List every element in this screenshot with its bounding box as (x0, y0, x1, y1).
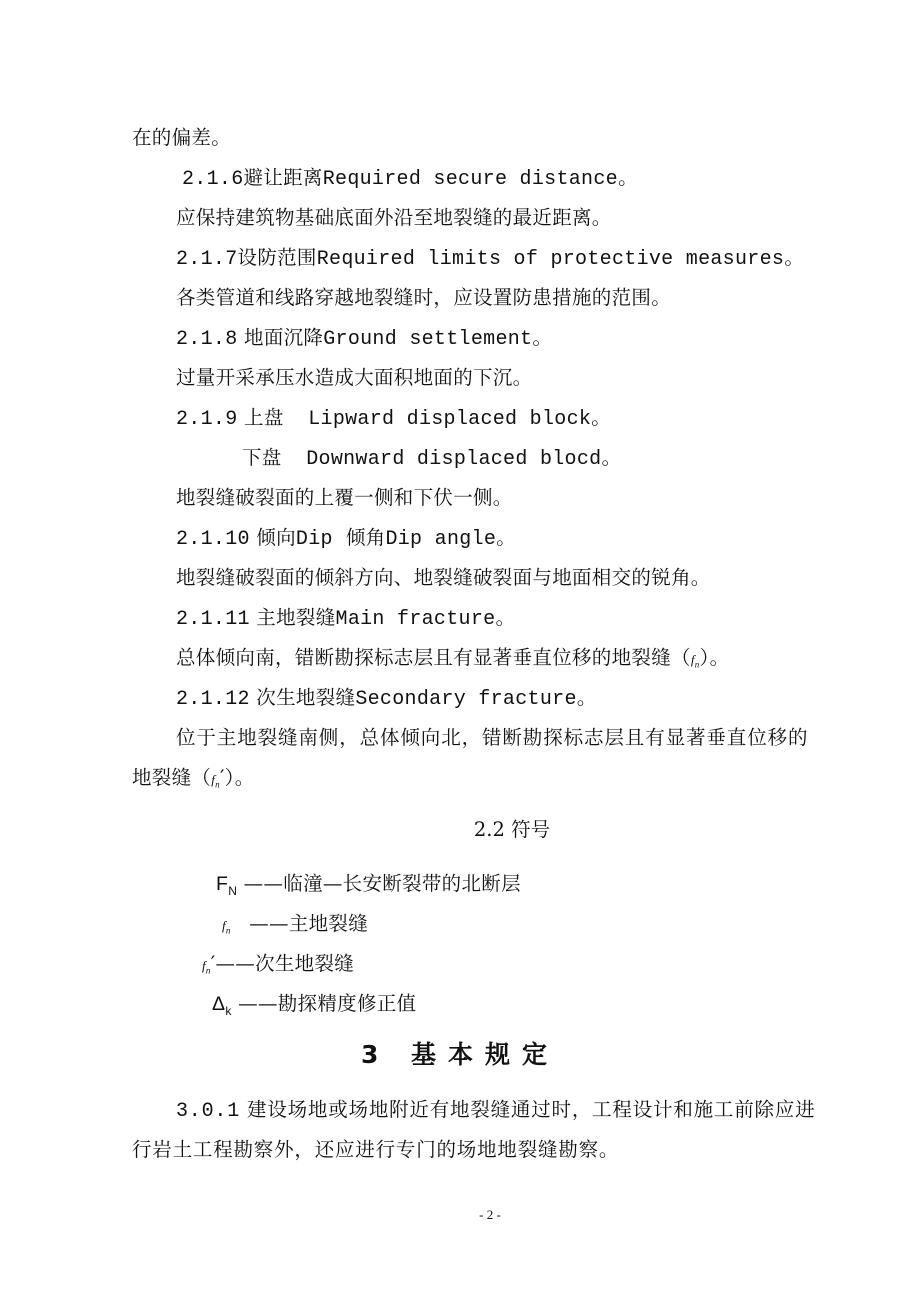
term-chinese: 避让距离 (243, 166, 323, 189)
text: ）。 (699, 646, 730, 669)
symbol-prime: ′ (210, 952, 216, 975)
term-chinese: 上盘 (237, 406, 284, 429)
text: 在的偏差。 (132, 126, 232, 149)
term-number: 2.1.12 (176, 688, 250, 711)
definition-2-1-7 (176, 284, 671, 312)
symbol-fn-prime (202, 950, 354, 985)
term-chinese: 主地裂缝 (249, 606, 336, 629)
text: 各类管道和线路穿越地裂缝时，应设置防患措施的范围。 (176, 286, 672, 309)
symbol-base: f (690, 652, 695, 667)
symbol-fn (222, 910, 368, 945)
symbol (212, 993, 232, 1018)
clause-3-0-1 (176, 1096, 815, 1126)
term-2-1-9-second (242, 444, 622, 474)
symbol-FN (216, 870, 521, 905)
term-english: Secondary fracture。 (355, 688, 598, 711)
term-english-2: Dip angle。 (385, 528, 517, 551)
term-chinese: 下盘 (242, 446, 282, 469)
term-chinese: 倾向 (249, 526, 296, 549)
term-chinese-2: 倾角 (332, 526, 386, 549)
symbol (202, 958, 211, 976)
symbol-base: F (216, 873, 229, 895)
definition-2-1-11 (176, 644, 729, 679)
definition-2-1-6 (176, 204, 612, 232)
definition-2-1-10 (176, 564, 711, 592)
symbol-subscript: n (215, 779, 220, 790)
text: ′）。 (219, 766, 255, 789)
term-english: Required limits of protective measures。 (316, 248, 805, 271)
definition-2-1-12-cont (132, 764, 255, 799)
symbol (216, 873, 238, 898)
text: 建设场地或场地附近有地裂缝通过时，工程设计和施工前除应进 (240, 1098, 816, 1121)
symbol-base: Δ (212, 993, 226, 1015)
symbol-subscript: k (225, 1003, 232, 1018)
term-2-1-8 (176, 324, 553, 354)
term-2-1-6 (182, 164, 638, 194)
symbol-subscript: N (228, 883, 238, 898)
clause-3-0-1-cont (132, 1136, 619, 1164)
text: 过量开采承压水造成大面积地面的下沉。 (176, 366, 533, 389)
symbol-subscript: n (225, 925, 231, 936)
term-english: Main fracture。 (335, 608, 516, 631)
text: 总体倾向南，错断勘探标志层且有显著垂直位移的地裂缝（ (176, 646, 691, 669)
term-number: 2.1.8 (176, 328, 238, 351)
term-2-1-7 (176, 244, 805, 274)
symbol-description: ——临潼—长安断裂带的北断层 (237, 872, 521, 895)
symbol (222, 918, 231, 936)
term-number: 2.1.7 (176, 248, 238, 271)
text-line-continuation (132, 124, 231, 152)
symbol-subscript: n (694, 659, 700, 670)
definition-2-1-9 (176, 484, 513, 512)
symbol-fn (690, 652, 700, 670)
text: 应保持建筑物基础底面外沿至地裂缝的最近距离。 (176, 206, 612, 229)
term-2-1-9 (176, 404, 611, 434)
text: 地裂缝破裂面的倾斜方向、地裂缝破裂面与地面相交的锐角。 (176, 566, 711, 589)
term-chinese: 次生地裂缝 (249, 686, 356, 709)
text: 行岩土工程勘察外，还应进行专门的场地地裂缝勘察。 (132, 1138, 620, 1161)
definition-2-1-12 (176, 724, 808, 752)
term-english: Ground settlement。 (323, 328, 553, 351)
symbol-subscript: n (205, 965, 211, 976)
term-chinese: 设防范围 (237, 246, 317, 269)
symbol-fn (211, 772, 220, 790)
term-2-1-12 (176, 684, 597, 714)
symbol-description: ——勘探精度修正值 (231, 992, 417, 1015)
page-number: - 2 - (479, 1207, 501, 1222)
term-english: Downward displaced blocd。 (281, 448, 622, 471)
symbol-base: f (222, 918, 226, 933)
symbol-delta-k (212, 990, 416, 1025)
text: 地裂缝（ (132, 766, 212, 789)
text: 地裂缝破裂面的上覆一侧和下伏一侧。 (176, 486, 513, 509)
symbol-base: f (202, 958, 206, 973)
section-title: 2.2 符号 (473, 818, 551, 841)
term-english: Required secure distance。 (322, 168, 639, 191)
chapter-title: 3 基本规定 (360, 1040, 560, 1069)
term-2-1-11 (176, 604, 516, 634)
term-number: 2.1.9 (176, 408, 238, 431)
symbol-description: ——主地裂缝 (242, 912, 369, 935)
term-english: Dip (295, 528, 333, 551)
term-english: Lipward displaced block。 (283, 408, 612, 431)
term-2-1-10 (176, 524, 516, 554)
term-number: 2.1.10 (176, 528, 250, 551)
symbol-description: ——次生地裂缝 (215, 952, 355, 975)
term-number: 2.1.6 (182, 168, 244, 191)
term-number: 2.1.11 (176, 608, 250, 631)
text: 位于主地裂缝南侧，总体倾向北，错断勘探标志层且有显著垂直位移的 (176, 726, 809, 749)
clause-number: 3.0.1 (176, 1100, 241, 1123)
definition-2-1-8 (176, 364, 532, 392)
symbol-base: f (211, 772, 216, 787)
term-chinese: 地面沉降 (237, 326, 324, 349)
